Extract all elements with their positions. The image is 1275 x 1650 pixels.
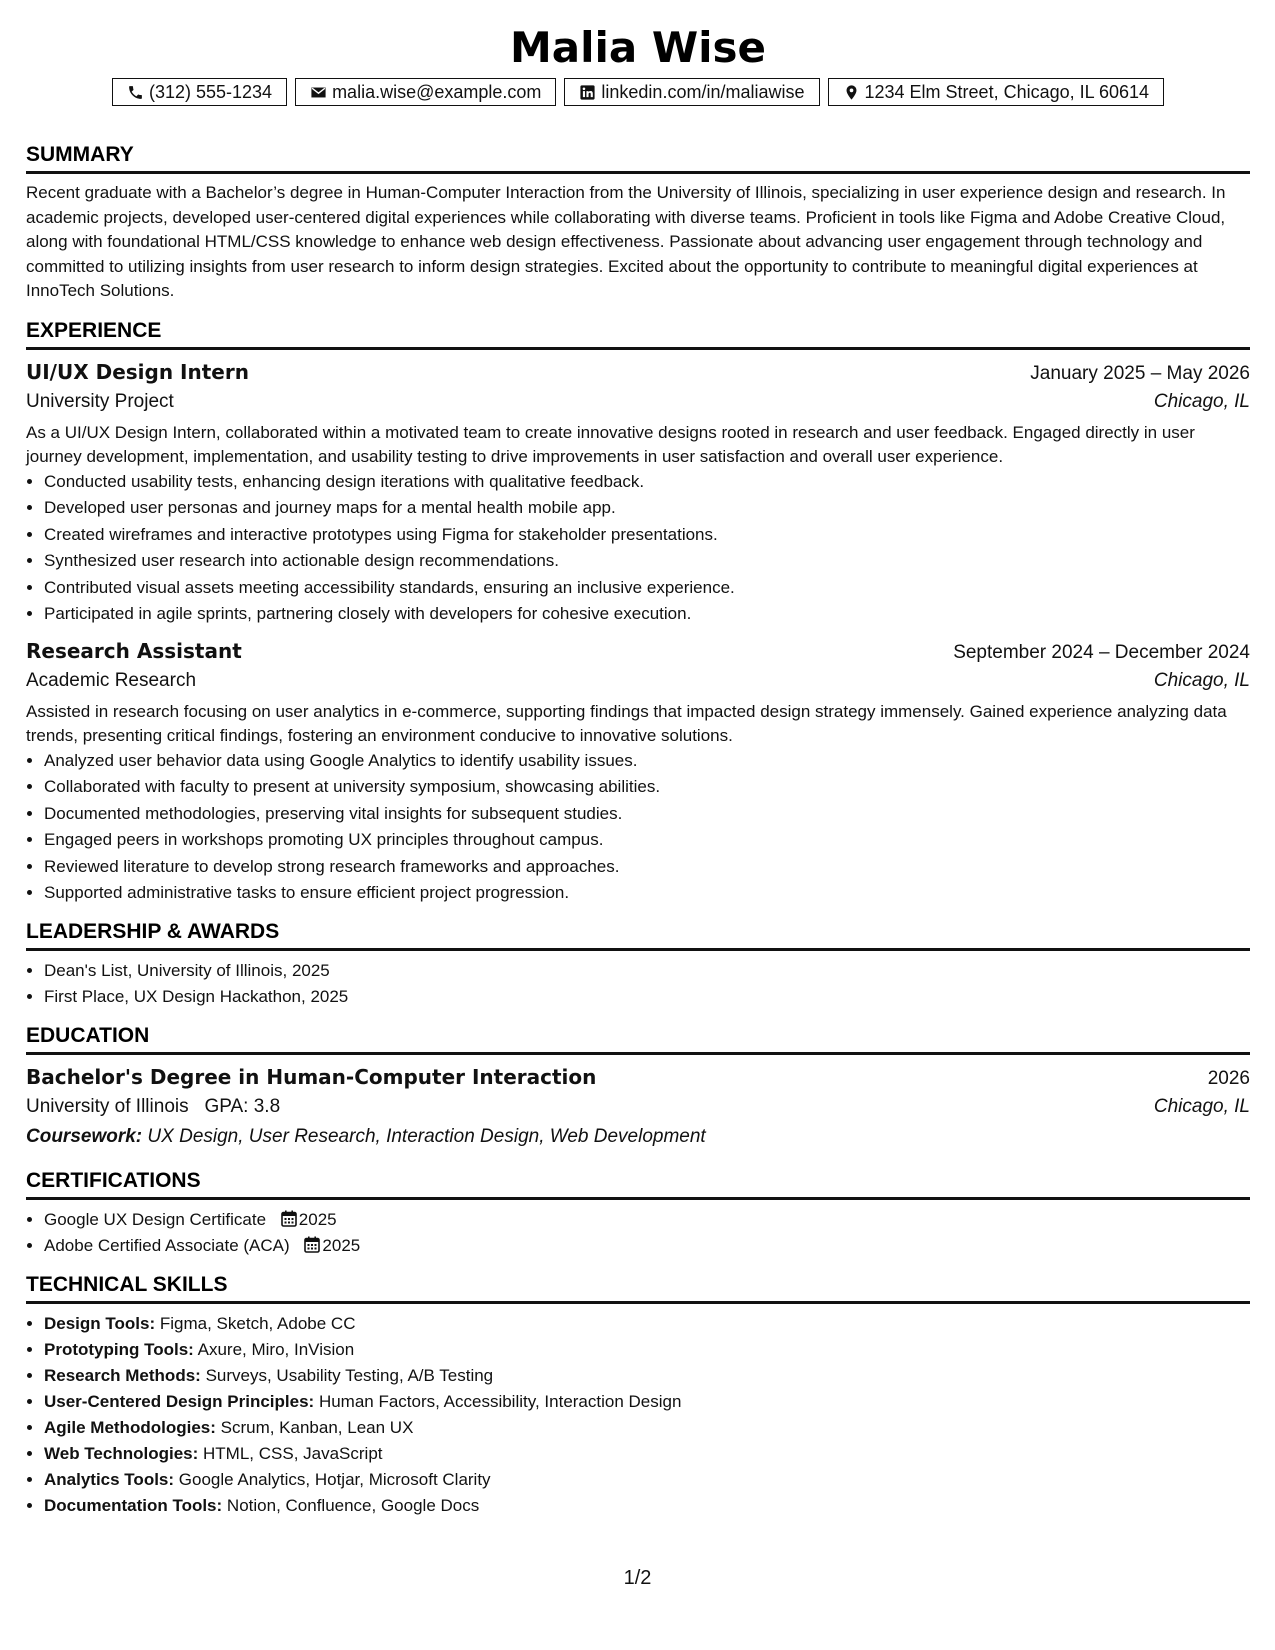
contact-phone[interactable] [112, 78, 287, 106]
envelope-icon [310, 84, 327, 101]
list-item: • Documented methodologies, preserving vital insights for subsequent studies. [44, 801, 1250, 828]
map-pin-icon [843, 84, 860, 101]
list-item [44, 1415, 1250, 1441]
list-item: • Analyzed user behavior data using Google Analytics to identify usability issues. [44, 748, 1250, 775]
coursework-list: UX Design, User Research, Interaction Design, Web Development [147, 1125, 706, 1147]
coursework [26, 1122, 1250, 1152]
job-description: As a UI/UX Design Intern, collaborated within a motivated team to create innovative designs rooted in research and user feedback. Engaged directly in user journey development, implementation, and usability testing to drive improvements in user satisfaction and overall user experience. [26, 422, 1195, 466]
job-description: Assisted in research focusing on user analytics in e-commerce, supporting findings that impacted design strategy immensely. Gained experience analyzing data trends, presenting critical findings, fostering an environment conducive to innovative solutions. [26, 701, 1227, 745]
job-title: Research Assistant [26, 638, 242, 663]
skill-label: Design Tools: [44, 1313, 156, 1333]
list-item [44, 1467, 1250, 1493]
skill-value: Notion, Confluence, Google Docs [226, 1495, 480, 1515]
cert-name: Google UX Design Certificate [44, 1209, 267, 1229]
linkedin-icon [579, 84, 596, 101]
list-item [44, 1389, 1250, 1415]
skill-label: Agile Methodologies: [44, 1417, 216, 1437]
school-location: Chicago, IL [1153, 1095, 1250, 1117]
section-title-education: EDUCATION [26, 1023, 1250, 1055]
resume-page [26, 22, 1250, 1519]
school-info [26, 1092, 280, 1122]
contact-linkedin[interactable] [564, 78, 819, 106]
contact-address[interactable] [828, 78, 1165, 106]
skills-section [26, 1272, 1250, 1519]
list-item: • Reviewed literature to develop strong research frameworks and approaches. [44, 854, 1250, 881]
phone-icon [127, 84, 144, 101]
list-item [44, 1337, 1250, 1363]
education-section [26, 1023, 1250, 1152]
list-item: • Contributed visual assets meeting accessibility standards, ensuring an inclusive experience. [44, 575, 1250, 602]
list-item: • Dean's List, University of Illinois, 2025 [44, 958, 1250, 985]
section-title-experience: EXPERIENCE [26, 318, 1250, 350]
job-dates: January 2025 – May 2026 [1030, 362, 1250, 384]
phone-text: (312) 555-1234 [148, 81, 273, 102]
list-item: • Synthesized user research into actionable design recommendations. [44, 548, 1250, 575]
skill-value: Human Factors, Accessibility, Interaction Design [318, 1391, 682, 1411]
job-title: UI/UX Design Intern [26, 359, 249, 384]
list-item [44, 1441, 1250, 1467]
list-item: • Collaborated with faculty to present at university symposium, showcasing abilities. [44, 774, 1250, 801]
skills-list [26, 1311, 1250, 1519]
skill-label: Prototyping Tools: [44, 1339, 194, 1359]
list-item [44, 1311, 1250, 1337]
job-location: Chicago, IL [1153, 390, 1250, 412]
list-item [44, 1233, 1250, 1260]
job-organization: Academic Research [26, 669, 197, 691]
awards-list [26, 958, 1250, 1011]
address-text: 1234 Elm Street, Chicago, IL 60614 [864, 81, 1150, 102]
cert-name: Adobe Certified Associate (ACA) [44, 1236, 290, 1255]
leadership-section [26, 919, 1250, 1011]
calendar-icon [281, 1210, 297, 1227]
skill-label: User-Centered Design Principles: [44, 1391, 315, 1411]
skill-label: Research Methods: [44, 1365, 201, 1385]
skill-value: Figma, Sketch, Adobe CC [159, 1313, 356, 1333]
experience-section [26, 318, 1250, 907]
cert-year: 2025 [298, 1209, 337, 1229]
list-item: • First Place, UX Design Hackathon, 2025 [44, 984, 1250, 1011]
skill-value: Surveys, Usability Testing, A/B Testing [205, 1365, 494, 1385]
candidate-name: Malia Wise [509, 23, 767, 72]
list-item [44, 1493, 1250, 1519]
skill-value: Google Analytics, Hotjar, Microsoft Clarity [178, 1469, 491, 1489]
list-item [44, 1363, 1250, 1389]
summary-section [26, 142, 1250, 304]
job-bullets [26, 748, 1250, 907]
list-item: • Created wireframes and interactive prototypes using Figma for stakeholder presentations. [44, 522, 1250, 549]
list-item: • Supported administrative tasks to ensure efficient project progression. [44, 880, 1250, 907]
certifications-list [26, 1207, 1250, 1260]
contact-bar [26, 78, 1250, 106]
summary-text: Recent graduate with a Bachelor’s degree in Human-Computer Interaction from the University of Illinois, specializing in user experience design and research. In academic projects, developed user-centered digital experiences while collaborating with diverse teams. Proficient in tools like Figma and Adobe Creative Cloud, along with foundational HTML/CSS knowledge to enhance web design effectiveness. Passionate about advancing user engagement through technology and committed to utilizing insights from user research to inform design strategies. Excited about the opportunity to contribute to meaningful digital experiences at InnoTech Solutions. [26, 183, 1226, 300]
skill-label: Web Technologies: [44, 1443, 199, 1463]
list-item: • Engaged peers in workshops promoting UX principles throughout campus. [44, 827, 1250, 854]
section-title-certifications: CERTIFICATIONS [26, 1168, 1250, 1200]
job-bullets [26, 469, 1250, 628]
job-organization: University Project [26, 390, 174, 412]
section-title-summary: SUMMARY [26, 142, 1250, 174]
degree-title: Bachelor's Degree in Human-Computer Interaction [26, 1064, 597, 1089]
skill-label: Analytics Tools: [44, 1469, 175, 1489]
skill-value: HTML, CSS, JavaScript [203, 1443, 383, 1463]
job-dates: September 2024 – December 2024 [953, 641, 1250, 663]
skill-value: Scrum, Kanban, Lean UX [220, 1417, 414, 1437]
calendar-icon [304, 1236, 320, 1253]
list-item: • Conducted usability tests, enhancing design iterations with qualitative feedback. [44, 469, 1250, 496]
job-entry [26, 636, 1250, 907]
email-text: malia.wise@example.com [332, 81, 542, 102]
list-item: • Participated in agile sprints, partnering closely with developers for cohesive execution. [44, 601, 1250, 628]
graduation-year: 2026 [1207, 1067, 1250, 1089]
gpa: GPA: 3.8 [204, 1095, 281, 1117]
skill-label: Documentation Tools: [44, 1495, 223, 1515]
job-location: Chicago, IL [1153, 669, 1250, 691]
coursework-label: Coursework: [26, 1125, 143, 1147]
cert-year: 2025 [322, 1236, 361, 1255]
list-item: • Developed user personas and journey maps for a mental health mobile app. [44, 495, 1250, 522]
list-item [44, 1207, 1250, 1234]
certifications-section [26, 1168, 1250, 1260]
school-name: University of Illinois [26, 1095, 189, 1117]
skill-value: Axure, Miro, InVision [197, 1339, 355, 1359]
page-number: 1/2 [623, 1567, 652, 1589]
contact-email[interactable] [295, 78, 556, 106]
job-entry [26, 357, 1250, 628]
linkedin-text: linkedin.com/in/maliawise [601, 81, 805, 102]
section-title-skills: TECHNICAL SKILLS [26, 1272, 1250, 1304]
section-title-leadership: LEADERSHIP & AWARDS [26, 919, 1250, 951]
